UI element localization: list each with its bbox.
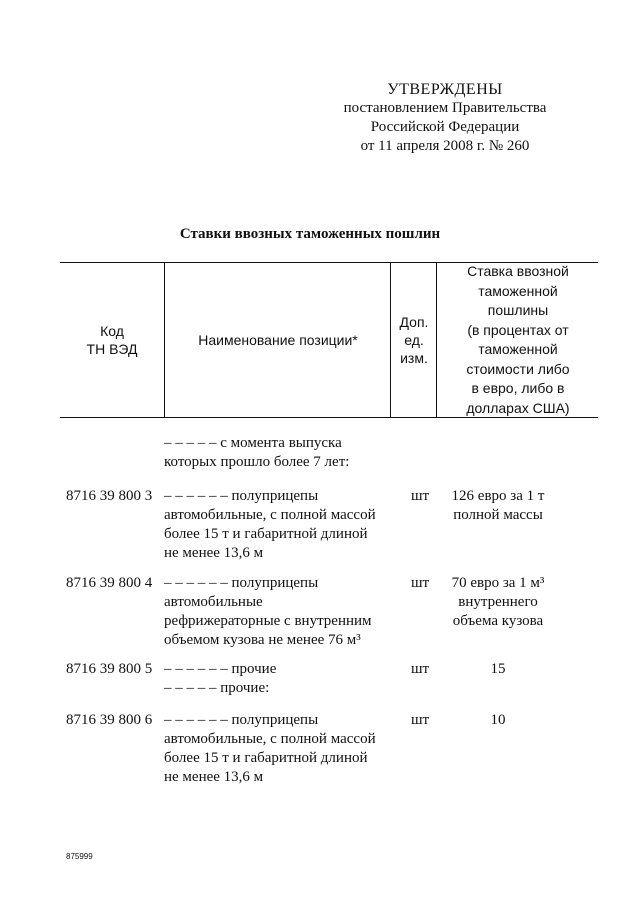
header-rate-line: таможенной bbox=[478, 341, 558, 357]
row-name-line: – – – – – с момента выпуска bbox=[164, 435, 342, 451]
row-code: 8716 39 800 5 bbox=[66, 661, 153, 677]
row-name-line: – – – – – – полуприцепы bbox=[164, 575, 319, 591]
header-unit bbox=[390, 263, 437, 417]
row-rate-line: 70 евро за 1 м³ bbox=[451, 575, 545, 591]
document-title: Ставки ввозных таможенных пошлин bbox=[179, 226, 441, 242]
row-name-line: автомобильные bbox=[164, 594, 263, 610]
row-rate bbox=[436, 487, 560, 525]
header-rate-line: таможенной bbox=[478, 282, 558, 299]
row-rate bbox=[436, 660, 560, 679]
row-rate-line: 126 евро за 1 т bbox=[451, 488, 545, 504]
approval-line-2: Российской Федерации bbox=[370, 119, 520, 135]
table-header bbox=[60, 262, 598, 418]
row-rate bbox=[436, 711, 560, 730]
row-name-line: более 15 т и габаритной длиной bbox=[164, 526, 368, 542]
approval-block bbox=[330, 80, 560, 156]
row-rate-line: внутреннего bbox=[458, 594, 538, 610]
row-name bbox=[164, 711, 388, 787]
header-name bbox=[164, 263, 391, 417]
row-name bbox=[164, 660, 388, 698]
row-code: 8716 39 800 6 bbox=[66, 712, 153, 728]
approval-line-3: от 11 апреля 2008 г. № 260 bbox=[360, 138, 530, 154]
approval-heading: УТВЕРЖДЕНЫ bbox=[387, 81, 503, 98]
row-name-line: не менее 13,6 м bbox=[164, 769, 264, 785]
header-unit-line: Доп. bbox=[399, 314, 429, 330]
header-rate-line: стоимости либо bbox=[466, 360, 570, 377]
header-rate-line: (в процентах от bbox=[467, 321, 569, 338]
row-name-line: автомобильные, с полной массой bbox=[164, 731, 376, 747]
row-rate bbox=[436, 574, 560, 631]
header-unit-line: изм. bbox=[400, 350, 428, 366]
header-code-line: ТН ВЭД bbox=[86, 341, 138, 357]
header-name-label: Наименование позиции* bbox=[198, 332, 358, 348]
row-name-line: более 15 т и габаритной длиной bbox=[164, 750, 368, 766]
row-rate-line: полной массы bbox=[453, 507, 543, 523]
row-rate-line: 10 bbox=[490, 712, 506, 728]
header-rate-line: долларах США) bbox=[466, 399, 570, 416]
header-rate-line: Ставка ввозной bbox=[467, 263, 569, 279]
approval-line-1: постановлением Правительства bbox=[343, 100, 547, 116]
row-unit: шт bbox=[410, 712, 430, 728]
row-code: 8716 39 800 4 bbox=[66, 575, 153, 591]
row-unit: шт bbox=[410, 488, 430, 504]
header-rate-line: пошлины bbox=[487, 302, 549, 318]
header-rate-line: в евро, либо в bbox=[471, 380, 565, 396]
row-name-line: – – – – – прочие: bbox=[164, 680, 270, 696]
row-name-line: не менее 13,6 м bbox=[164, 545, 264, 561]
row-code: 8716 39 800 3 bbox=[66, 488, 153, 504]
document-number: 875999 bbox=[66, 852, 93, 861]
row-name-line: рефрижераторные с внутренним bbox=[164, 613, 372, 629]
header-unit-line: ед. bbox=[404, 332, 424, 348]
row-rate-line: 15 bbox=[490, 661, 506, 677]
row-name bbox=[164, 487, 388, 563]
header-code-line: Код bbox=[100, 323, 124, 339]
row-unit: шт bbox=[410, 661, 430, 677]
row-name-line: – – – – – – полуприцепы bbox=[164, 488, 319, 504]
row-name-line: которых прошло более 7 лет: bbox=[164, 454, 350, 470]
row-name-line: – – – – – – прочие bbox=[164, 661, 277, 677]
row-rate-line: объема кузова bbox=[452, 613, 544, 629]
row-unit: шт bbox=[410, 575, 430, 591]
row-name bbox=[164, 434, 388, 472]
header-code bbox=[60, 263, 164, 417]
row-name bbox=[164, 574, 388, 650]
row-name-line: объемом кузова не менее 76 м³ bbox=[164, 632, 361, 648]
header-rate bbox=[436, 263, 599, 417]
row-name-line: – – – – – – полуприцепы bbox=[164, 712, 319, 728]
row-name-line: автомобильные, с полной массой bbox=[164, 507, 376, 523]
